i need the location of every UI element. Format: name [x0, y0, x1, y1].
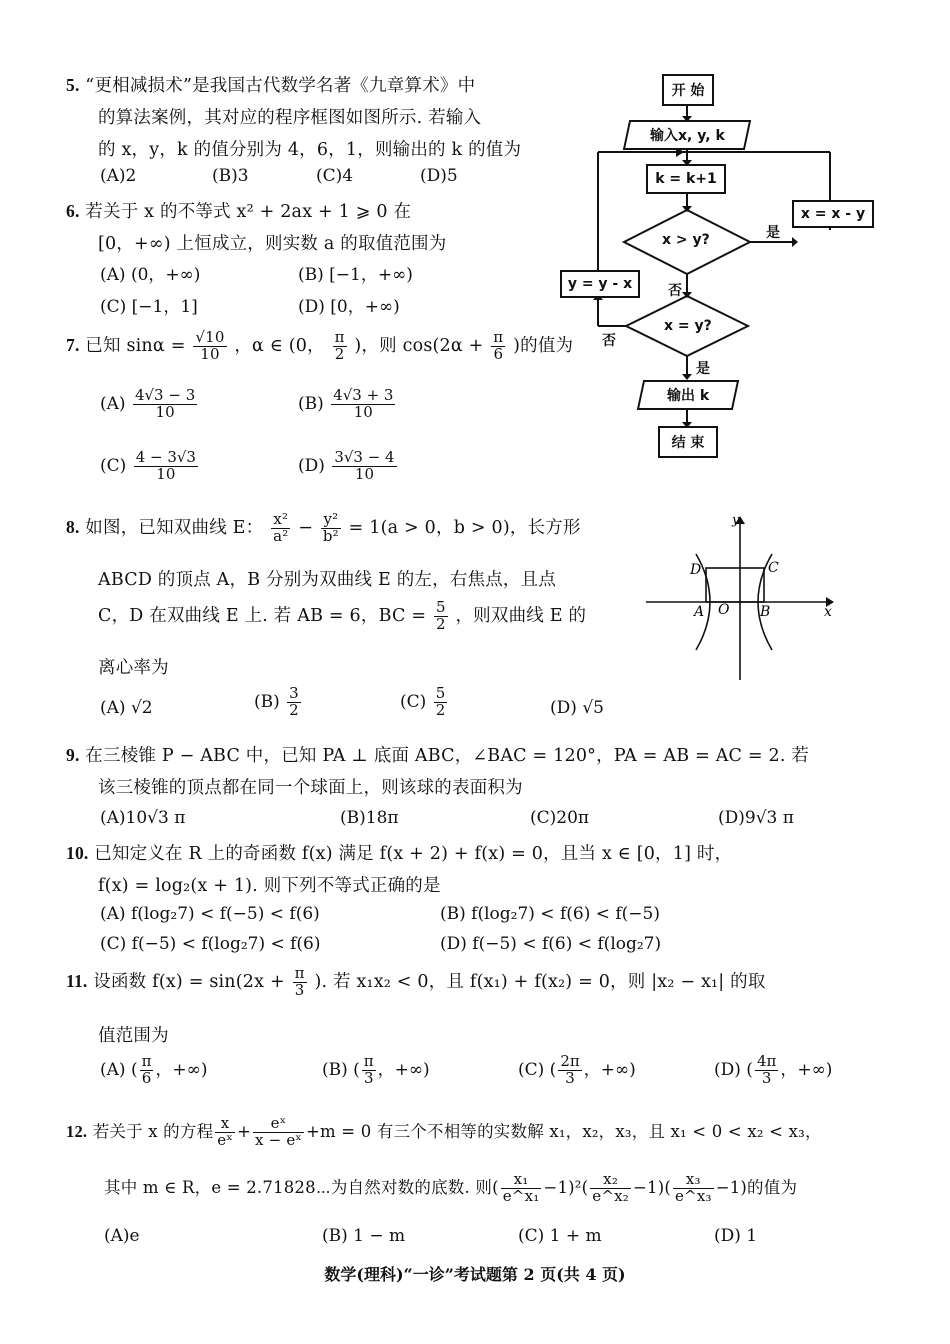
q8-line4: 离心率为: [98, 658, 169, 678]
q7-option-a-num: 4√3 − 3: [134, 386, 196, 404]
q5-option-d: (D)5: [420, 166, 458, 186]
page-footer: 数学(理科)“一诊”考试题第 2 页(共 4 页): [324, 1265, 626, 1284]
flowchart-cond2: x = y?: [664, 318, 712, 334]
q12-line2-pre: 其中 m ∈ R，e = 2.71828⋯为自然对数的底数. 则(: [104, 1177, 499, 1197]
graph-origin: O: [718, 602, 730, 618]
q12-post: +m = 0 有三个不相等的实数解 x₁，x₂，x₃，且 x₁ < 0 < x₂ < x₃，: [305, 1121, 822, 1141]
q5-line2: 的算法案例，其对应的程序框图如图所示. 若输入: [98, 108, 482, 128]
q10-text-1: 已知定义在 R 上的奇函数 f(x) 满足 f(x + 2) + f(x) = 0，且当 x ∈ [0，1] 时，: [94, 844, 733, 864]
q12-g3-num: x₃: [673, 1172, 714, 1189]
q7-option-b-num: 4√3 + 3: [333, 386, 394, 404]
q12-g3: [673, 1172, 714, 1205]
q12-g1: [501, 1172, 542, 1205]
q7-option-b: [298, 388, 397, 421]
q5-option-b: (B)3: [212, 166, 249, 186]
q7-option-c-num: 4 − 3√3: [135, 448, 196, 466]
q6-line1: [66, 198, 411, 223]
q11-pre: 设函数 f(x) = sin(2x +: [93, 971, 285, 992]
q8-minus: −: [298, 517, 319, 538]
q11-option-c-label: (C) (: [518, 1059, 557, 1080]
q11-line1: [66, 966, 766, 999]
graph-point-c: C: [768, 560, 779, 576]
flowchart-no-1: 否: [668, 283, 682, 299]
q7-pre: 已知 sinα =: [85, 335, 186, 356]
q10-line1: [66, 840, 732, 865]
graph-point-a: A: [694, 604, 705, 620]
flowchart-y-update: y = y - x: [560, 270, 640, 298]
q7-option-c: [100, 450, 200, 483]
q7-option-a: [100, 388, 199, 421]
flowchart-cond1: x > y?: [662, 232, 710, 248]
q8-line3-pre: C，D 在双曲线 E 上. 若 AB = 6，BC =: [98, 605, 427, 626]
q8-option-a: [100, 698, 153, 718]
q7-frac1-num: √10: [195, 328, 225, 346]
q6-number: 6.: [66, 201, 80, 221]
flowchart-no-2: 否: [602, 333, 616, 349]
q8-frac-b: [321, 512, 341, 545]
q7-option-b-den: 10: [353, 402, 373, 421]
q12-pre: 若关于 x 的方程: [92, 1121, 214, 1141]
q7-frac2-num: π: [334, 328, 345, 346]
q5-line3: 的 x，y，k 的值分别为 4，6，1，则输出的 k 的值为: [98, 140, 522, 160]
q12-option-c: (C) 1 + m: [518, 1226, 602, 1246]
q12-frac1-num: x: [215, 1116, 235, 1133]
q10-option-d: (D) f(−5) < f(6) < f(log₂7): [440, 934, 662, 954]
q6-option-b: (B) [−1，+∞): [298, 265, 413, 285]
q10-option-a: (A) f(log₂7) < f(−5) < f(6): [100, 904, 320, 924]
q12-plus: +: [236, 1121, 251, 1141]
q11-option-d-frac: [755, 1054, 778, 1087]
q7-option-d-label: (D): [298, 455, 325, 476]
q8-line3: [98, 600, 586, 633]
q8-post: = 1(a > 0，b > 0)，长方形: [348, 517, 581, 538]
q11-option-d-post: ，+∞): [780, 1059, 833, 1080]
q5-text-1: “更相减损术”是我国古代数学名著《九章算术》中: [85, 76, 476, 96]
q11-option-d-den: 3: [761, 1068, 772, 1087]
q11-option-b-label: (B) (: [322, 1059, 360, 1080]
q5-option-a: (A)2: [100, 166, 137, 186]
flowchart-yes-1: 是: [766, 225, 780, 241]
q12-line1: [66, 1116, 822, 1149]
q7-mid2: )，则 cos(2α +: [354, 335, 484, 356]
q12-option-d: (D) 1: [714, 1226, 758, 1246]
q11-frac-den: 3: [294, 980, 305, 999]
q7-frac1-den: 10: [200, 344, 220, 363]
q7-frac3-den: 6: [493, 344, 504, 363]
q11-option-c-frac: [558, 1054, 581, 1087]
q11-number: 11.: [66, 970, 88, 991]
q7-post: )的值为: [513, 335, 574, 356]
q8-frac-a: [271, 512, 290, 545]
q11-option-a-frac: [140, 1054, 154, 1087]
q7-line1: [66, 330, 573, 363]
q8-option-b: [254, 686, 303, 719]
q7-frac2-den: 2: [334, 344, 345, 363]
q8-frac-a-den: a²: [273, 526, 289, 545]
q11-option-a: [100, 1054, 207, 1087]
q8-number: 8.: [66, 516, 80, 537]
q7-frac3: [491, 330, 505, 363]
q8-option-a-value: √2: [130, 698, 153, 718]
q11-frac: [293, 966, 307, 999]
q6-text-1: 若关于 x 的不等式 x² + 2ax + 1 ⩾ 0 在: [85, 202, 412, 222]
q8-line2: ABCD 的顶点 A，B 分别为双曲线 E 的左，右焦点，且点: [98, 570, 557, 590]
q8-option-b-frac: [287, 686, 301, 719]
q12-g3-den: e^x₃: [674, 1186, 712, 1205]
q8-option-b-den: 2: [289, 700, 299, 719]
q8-option-c-label: (C): [400, 691, 427, 712]
q6-line2: [0，+∞) 上恒成立，则实数 a 的取值范围为: [98, 234, 447, 254]
q9-line2: 该三棱锥的顶点都在同一个球面上，则该球的表面积为: [98, 778, 523, 798]
q9-option-c: (C)20π: [530, 808, 590, 828]
q9-option-a: (A)10√3 π: [100, 808, 186, 828]
q12-g1-post: −1)²(: [543, 1177, 589, 1197]
q11-option-d: [714, 1054, 832, 1087]
q5-line1: [66, 72, 475, 97]
q11-frac-num: π: [294, 964, 305, 982]
q8-bc-den: 2: [435, 614, 446, 633]
q12-g2: [590, 1172, 631, 1205]
q11-option-c-num: 2π: [560, 1052, 580, 1070]
q8-frac-a-num: x²: [271, 512, 290, 529]
q8-bc-num: 5: [435, 598, 446, 616]
q7-option-d: [298, 450, 399, 483]
q8-frac-b-num: y²: [321, 512, 341, 529]
flowchart-end: 结 束: [658, 426, 718, 458]
q7-mid: ，α ∈ (0，: [234, 335, 325, 356]
q8-option-c-num: 5: [435, 684, 446, 702]
q7-option-c-den: 10: [156, 464, 176, 483]
q8-line3-post: ，则双曲线 E 的: [455, 605, 587, 626]
q12-option-a: (A)e: [104, 1226, 140, 1246]
q9-option-d: (D)9√3 π: [718, 808, 794, 828]
flowchart-x-update: x = x - y: [792, 200, 874, 228]
q12-g2-den: e^x₂: [592, 1186, 629, 1205]
q12-g2-num: x₂: [590, 1172, 631, 1189]
q11-option-c-post: ，+∞): [583, 1059, 636, 1080]
q7-option-d-num: 3√3 − 4: [334, 448, 395, 466]
q11-option-c: [518, 1054, 636, 1087]
q12-g2-post: −1)(: [632, 1177, 671, 1197]
q11-option-b-post: ，+∞): [377, 1059, 430, 1080]
q12-frac1-den: eˣ: [217, 1130, 233, 1149]
q11-option-a-post: ，+∞): [155, 1059, 208, 1080]
flowchart-input-label: 输入x, y, k: [649, 128, 725, 144]
q7-option-a-frac: [133, 388, 197, 421]
q8-option-d-value: √5: [582, 698, 604, 718]
graph-point-d: D: [690, 562, 702, 578]
q9-option-b: (B)18π: [340, 808, 399, 828]
q11-option-c-den: 3: [565, 1068, 575, 1087]
q7-option-b-frac: [331, 388, 395, 421]
flowchart-output: [637, 380, 739, 410]
q11-line2: 值范围为: [98, 1026, 169, 1046]
q11-option-a-label: (A) (: [100, 1059, 138, 1080]
q8-line1: [66, 512, 581, 545]
q5-number: 5.: [66, 75, 80, 95]
q7-option-a-label: (A): [100, 393, 126, 414]
flowchart-input: [623, 120, 751, 150]
flowchart-yes-2: 是: [696, 361, 710, 377]
q8-option-b-label: (B): [254, 691, 280, 712]
q11-option-b-den: 3: [363, 1068, 374, 1087]
q12-frac2: [253, 1116, 304, 1149]
q12-line2: [104, 1172, 797, 1205]
q7-number: 7.: [66, 334, 80, 355]
q12-number: 12.: [66, 1121, 88, 1141]
rectangle-abcd: [706, 568, 764, 602]
q10-line2: f(x) = log₂(x + 1). 则下列不等式正确的是: [98, 876, 441, 896]
q8-option-c-den: 2: [435, 700, 446, 719]
q11-option-a-den: 6: [141, 1068, 152, 1087]
q9-text-1: 在三棱锥 P − ABC 中，已知 PA ⊥ 底面 ABC，∠BAC = 120°，PA = AB = AC = 2. 若: [85, 746, 810, 766]
flowchart-output-label: 输出 k: [666, 388, 710, 404]
q9-number: 9.: [66, 745, 80, 765]
q6-option-c: (C) [−1，1]: [100, 297, 198, 317]
q10-option-c: (C) f(−5) < f(log₂7) < f(6): [100, 934, 321, 954]
q11-option-b: [322, 1054, 430, 1087]
graph-x-label: x: [824, 604, 832, 620]
q8-option-c: [400, 686, 449, 719]
q7-option-b-label: (B): [298, 393, 324, 414]
q11-option-b-num: π: [363, 1052, 374, 1070]
flowchart-k-update: k = k+1: [646, 164, 726, 194]
q7-frac1: [193, 330, 226, 363]
q12-g1-num: x₁: [501, 1172, 542, 1189]
q7-frac2: [333, 330, 347, 363]
q8-option-d-label: (D): [550, 698, 577, 718]
q11-option-d-label: (D) (: [714, 1059, 753, 1080]
q7-option-c-label: (C): [100, 455, 127, 476]
q6-option-a: (A) (0，+∞): [100, 265, 201, 285]
q10-number: 10.: [66, 843, 89, 863]
q6-option-d: (D) [0，+∞): [298, 297, 400, 317]
graph-y-label: y: [732, 513, 740, 528]
flowchart-start: 开 始: [662, 74, 714, 106]
q8-option-d: [550, 698, 604, 718]
q12-frac2-num: eˣ: [253, 1116, 304, 1133]
q8-bc-frac: [434, 600, 448, 633]
q11-option-d-num: 4π: [756, 1052, 777, 1070]
q7-frac3-num: π: [493, 328, 504, 346]
q12-option-b: (B) 1 − m: [322, 1226, 406, 1246]
q10-option-b: (B) f(log₂7) < f(6) < f(−5): [440, 904, 660, 924]
graph-point-b: B: [760, 604, 771, 620]
q12-frac1: [215, 1116, 235, 1149]
q7-option-d-den: 10: [354, 464, 374, 483]
q8-pre: 如图，已知双曲线 E：: [85, 517, 264, 538]
q7-option-c-frac: [134, 450, 198, 483]
q11-post: ). 若 x₁x₂ < 0，且 f(x₁) + f(x₂) = 0，则 |x₂ − x₁| 的取: [314, 971, 766, 992]
hyperbola-graph: [640, 510, 860, 690]
q8-frac-b-den: b²: [322, 526, 339, 545]
q8-option-a-label: (A): [100, 698, 126, 718]
q8-option-b-num: 3: [289, 684, 299, 702]
q8-option-c-frac: [434, 686, 448, 719]
q11-option-a-num: π: [141, 1052, 152, 1070]
q11-option-b-frac: [362, 1054, 376, 1087]
q5-option-c: (C)4: [316, 166, 354, 186]
q9-line1: [66, 742, 809, 767]
q7-option-a-den: 10: [155, 402, 175, 421]
q12-frac2-den: x − eˣ: [254, 1130, 302, 1149]
q12-g1-den: e^x₁: [502, 1186, 540, 1205]
q12-g3-post: −1)的值为: [715, 1177, 798, 1197]
q7-option-d-frac: [332, 450, 396, 483]
